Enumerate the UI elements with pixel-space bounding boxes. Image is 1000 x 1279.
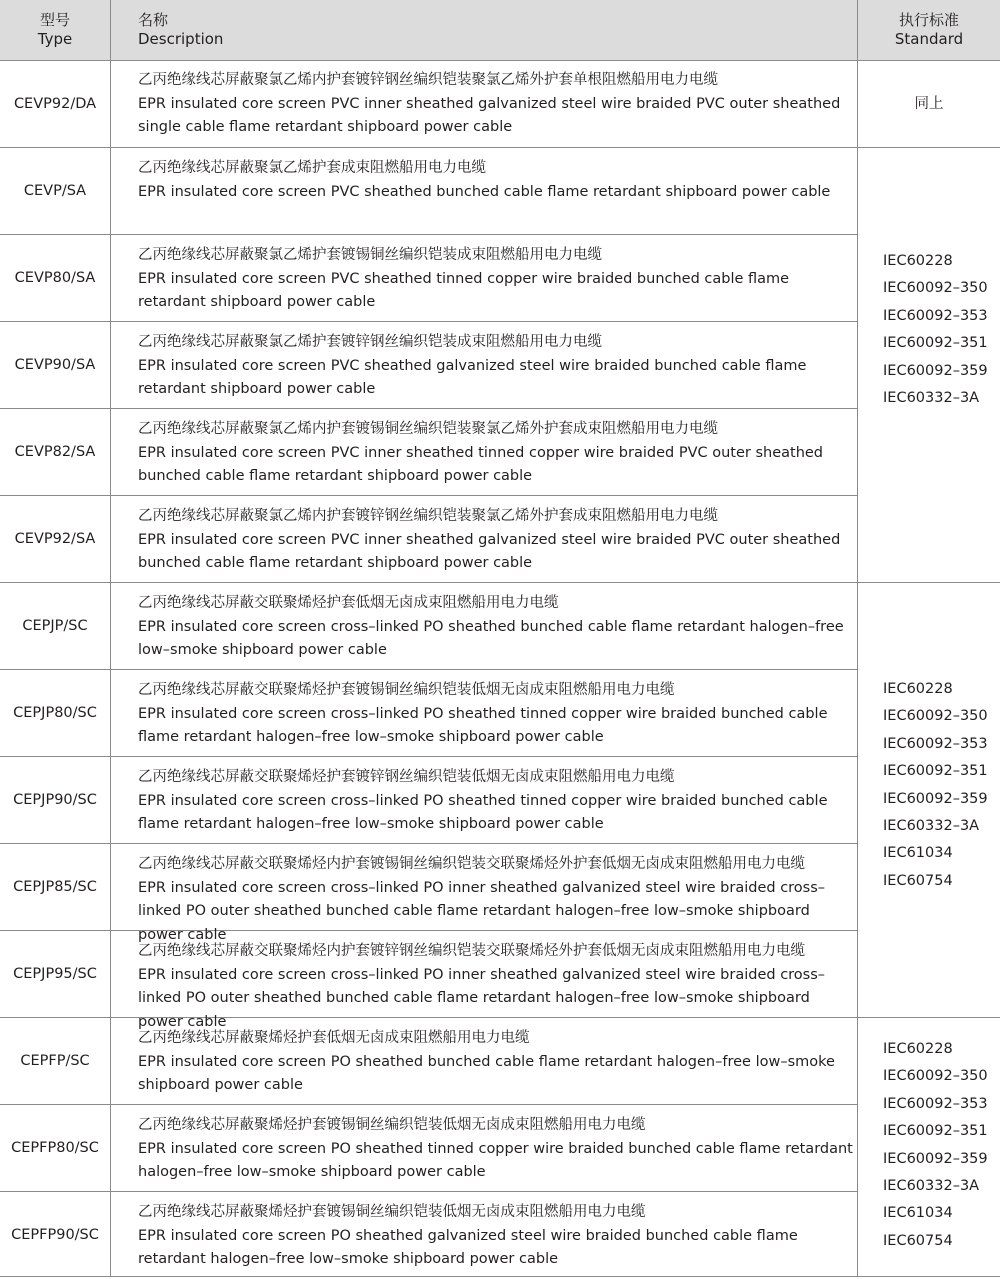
table-row bbox=[0, 409, 858, 496]
row-type: CEPJP90/SC bbox=[13, 792, 97, 808]
row-desc-en: EPR insulated core screen PVC sheathed bunched cable flame retardant shipboard power cable bbox=[138, 183, 831, 200]
standard-item: IEC60092–350 bbox=[883, 1068, 988, 1085]
header-description bbox=[138, 0, 223, 60]
row-desc-en: EPR insulated core screen cross–linked PO inner sheathed galvanized steel wire braided cross–linked PO outer sheathed bunched cable flame retardant halogen–free low–smoke shipboard power cable bbox=[138, 966, 826, 1030]
table-row bbox=[0, 60, 858, 148]
standard-item: IEC60092–353 bbox=[883, 307, 988, 324]
table-row bbox=[0, 931, 858, 1030]
standard-same-as-above: 同上 bbox=[914, 96, 944, 112]
table-row bbox=[0, 844, 858, 943]
standard-item: IEC61034 bbox=[883, 1205, 953, 1222]
header-std-en: Standard bbox=[894, 30, 964, 48]
standard-item: IEC60092–353 bbox=[883, 735, 988, 752]
row-desc-zh: 乙丙绝缘线芯屏蔽聚氯乙烯内护套镀锌钢丝编织铠装聚氯乙烯外护套单根阻燃船用电力电缆 bbox=[138, 72, 718, 88]
standard-group-po bbox=[858, 1018, 1000, 1277]
row-desc-zh: 乙丙绝缘线芯屏蔽聚烯烃护套镀锡铜丝编织铠装低烟无卤成束阻燃船用电力电缆 bbox=[138, 1117, 646, 1133]
standard-item: IEC60092–359 bbox=[883, 362, 988, 379]
header-type-zh: 型号 bbox=[39, 11, 70, 29]
standard-item: IEC60228 bbox=[883, 253, 953, 269]
row-description bbox=[138, 505, 853, 576]
table-row bbox=[0, 757, 858, 844]
row-type: CEVP82/SA bbox=[14, 444, 96, 460]
row-description bbox=[138, 418, 853, 489]
row-description bbox=[138, 1027, 853, 1098]
row-type: CEVP92/SA bbox=[14, 531, 96, 547]
row-desc-zh: 乙丙绝缘线芯屏蔽聚烯烃护套镀锡铜丝编织铠装低烟无卤成束阻燃船用电力电缆 bbox=[138, 1204, 646, 1220]
row-desc-en: EPR insulated core screen cross–linked PO sheathed bunched cable flame retardant halogen–free low–smoke shipboard power cable bbox=[138, 618, 844, 658]
row-desc-zh: 乙丙绝缘线芯屏蔽聚烯烃护套低烟无卤成束阻燃船用电力电缆 bbox=[138, 1030, 530, 1046]
header-desc-zh: 名称 bbox=[138, 11, 169, 29]
row-desc-en: EPR insulated core screen PVC sheathed galvanized steel wire braided bunched cable flame retardant shipboard power cable bbox=[138, 357, 807, 397]
row-desc-zh: 乙丙绝缘线芯屏蔽聚氯乙烯护套成束阻燃船用电力电缆 bbox=[138, 160, 486, 176]
table-row bbox=[0, 322, 858, 409]
row-type: CEVP/SA bbox=[23, 183, 87, 199]
standard-item: IEC60092–351 bbox=[883, 1123, 988, 1140]
row-desc-zh: 乙丙绝缘线芯屏蔽交联聚烯烃内护套镀锡铜丝编织铠装交联聚烯烃外护套低烟无卤成束阻燃船用电力电缆 bbox=[138, 856, 805, 872]
row-desc-zh: 乙丙绝缘线芯屏蔽聚氯乙烯护套镀锌钢丝编织铠装成束阻燃船用电力电缆 bbox=[138, 334, 602, 350]
row-type: CEVP80/SA bbox=[14, 270, 96, 286]
row-description bbox=[138, 1114, 853, 1185]
row-desc-en: EPR insulated core screen PO sheathed galvanized steel wire braided bunched cable flame retardant halogen–free low–smoke shipboard power cable bbox=[138, 1227, 798, 1267]
row-desc-zh: 乙丙绝缘线芯屏蔽交联聚烯烃护套镀锡铜丝编织铠装低烟无卤成束阻燃船用电力电缆 bbox=[138, 682, 675, 698]
standard-item: IEC60228 bbox=[883, 1041, 953, 1057]
row-desc-en: EPR insulated core screen PVC inner sheathed galvanized steel wire braided PVC outer sheathed single cable flame retardant shipboard power cable bbox=[138, 95, 841, 135]
standard-list bbox=[883, 248, 988, 412]
row-type: CEPJP85/SC bbox=[13, 879, 97, 895]
standard-item: IEC60092–351 bbox=[883, 335, 988, 352]
table-row bbox=[0, 235, 858, 322]
row-description bbox=[138, 244, 853, 315]
standard-group-pvc bbox=[858, 148, 1000, 583]
header-desc-en: Description bbox=[138, 30, 224, 48]
row-type: CEVP92/DA bbox=[13, 95, 97, 112]
row-desc-en: EPR insulated core screen PO sheathed tinned copper wire braided bunched cable flame retardant halogen–free low–smoke shipboard power cable bbox=[138, 1140, 853, 1180]
header-standard bbox=[858, 0, 1000, 60]
table-row bbox=[0, 1192, 858, 1277]
table-row bbox=[0, 583, 858, 670]
table-row bbox=[0, 670, 858, 757]
row-desc-en: EPR insulated core screen cross–linked PO sheathed tinned copper wire braided bunched cable flame retardant halogen–free low–smoke shipboard power cable bbox=[138, 792, 828, 832]
standard-item: IEC60754 bbox=[883, 872, 953, 889]
table-row bbox=[0, 1105, 858, 1192]
standard-item: IEC60332–3A bbox=[883, 1178, 980, 1195]
row-desc-en: EPR insulated core screen cross–linked PO sheathed tinned copper wire braided bunched cable flame retardant halogen–free low–smoke shipboard power cable bbox=[138, 705, 828, 745]
standard-item: IEC60332–3A bbox=[883, 818, 980, 835]
standard-item: IEC60092–359 bbox=[883, 790, 988, 807]
row-desc-zh: 乙丙绝缘线芯屏蔽交联聚烯烃护套低烟无卤成束阻燃船用电力电缆 bbox=[138, 595, 559, 611]
row-description bbox=[138, 679, 853, 750]
standard-item: IEC60092–353 bbox=[883, 1095, 988, 1112]
row-type: CEPFP/SC bbox=[20, 1053, 90, 1069]
row-desc-en: EPR insulated core screen PO sheathed bunched cable flame retardant halogen–free low–smoke shipboard power cable bbox=[138, 1053, 835, 1093]
table-bottom-border bbox=[0, 1276, 1000, 1277]
row-description bbox=[138, 69, 853, 140]
row-desc-zh: 乙丙绝缘线芯屏蔽交联聚烯烃内护套镀锌钢丝编织铠装交联聚烯烃外护套低烟无卤成束阻燃船用电力电缆 bbox=[138, 943, 805, 959]
standard-group-crosslinked bbox=[858, 583, 1000, 1018]
row-description bbox=[138, 766, 853, 837]
row-description bbox=[138, 331, 853, 402]
row-desc-zh: 乙丙绝缘线芯屏蔽交联聚烯烃护套镀锌钢丝编织铠装低烟无卤成束阻燃船用电力电缆 bbox=[138, 769, 675, 785]
row-type: CEPJP80/SC bbox=[13, 705, 97, 721]
row-type: CEPJP/SC bbox=[22, 618, 88, 634]
table-header bbox=[0, 0, 1000, 61]
standard-item: IEC60092–359 bbox=[883, 1150, 988, 1167]
row-type: CEPJP95/SC bbox=[13, 966, 97, 982]
row-desc-zh: 乙丙绝缘线芯屏蔽聚氯乙烯护套镀锡铜丝编织铠装成束阻燃船用电力电缆 bbox=[138, 247, 602, 263]
standard-item: IEC60092–351 bbox=[883, 763, 988, 780]
standard-item: IEC60332–3A bbox=[883, 390, 980, 407]
row-description bbox=[138, 1201, 853, 1272]
standard-item: IEC60754 bbox=[883, 1232, 953, 1249]
row-description bbox=[138, 157, 853, 204]
standard-list bbox=[883, 676, 988, 895]
row-description bbox=[138, 592, 853, 663]
row-desc-zh: 乙丙绝缘线芯屏蔽聚氯乙烯内护套镀锌钢丝编织铠装聚氯乙烯外护套成束阻燃船用电力电缆 bbox=[138, 508, 718, 524]
standard-item: IEC61034 bbox=[883, 845, 953, 862]
standard-group-same bbox=[858, 60, 1000, 148]
standard-item: IEC60092–350 bbox=[883, 280, 988, 297]
row-type: CEPFP80/SC bbox=[11, 1140, 99, 1156]
table-row bbox=[0, 148, 858, 235]
row-type: CEPFP90/SC bbox=[11, 1226, 99, 1243]
standard-item: IEC60228 bbox=[883, 681, 953, 697]
row-desc-en: EPR insulated core screen PVC sheathed tinned copper wire braided bunched cable flame retardant shipboard power cable bbox=[138, 270, 790, 310]
row-type: CEVP90/SA bbox=[14, 357, 96, 373]
row-desc-en: EPR insulated core screen PVC inner sheathed tinned copper wire braided PVC outer sheathed bunched cable flame retardant shipboard power cable bbox=[138, 444, 824, 484]
row-desc-en: EPR insulated core screen cross–linked PO inner sheathed galvanized steel wire braided cross–linked PO outer sheathed bunched cable flame retardant halogen–free low–smoke shipboard power cable bbox=[138, 879, 826, 943]
table-row bbox=[0, 1018, 858, 1105]
standard-item: IEC60092–350 bbox=[883, 708, 988, 725]
header-type bbox=[0, 0, 110, 60]
standard-list bbox=[883, 1036, 988, 1255]
row-desc-en: EPR insulated core screen PVC inner sheathed galvanized steel wire braided PVC outer sheathed bunched cable flame retardant shipboard power cable bbox=[138, 531, 841, 571]
header-std-zh: 执行标准 bbox=[898, 11, 959, 29]
row-desc-zh: 乙丙绝缘线芯屏蔽聚氯乙烯内护套镀锡铜丝编织铠装聚氯乙烯外护套成束阻燃船用电力电缆 bbox=[138, 421, 718, 437]
header-type-en: Type bbox=[37, 30, 73, 48]
table-row bbox=[0, 496, 858, 583]
